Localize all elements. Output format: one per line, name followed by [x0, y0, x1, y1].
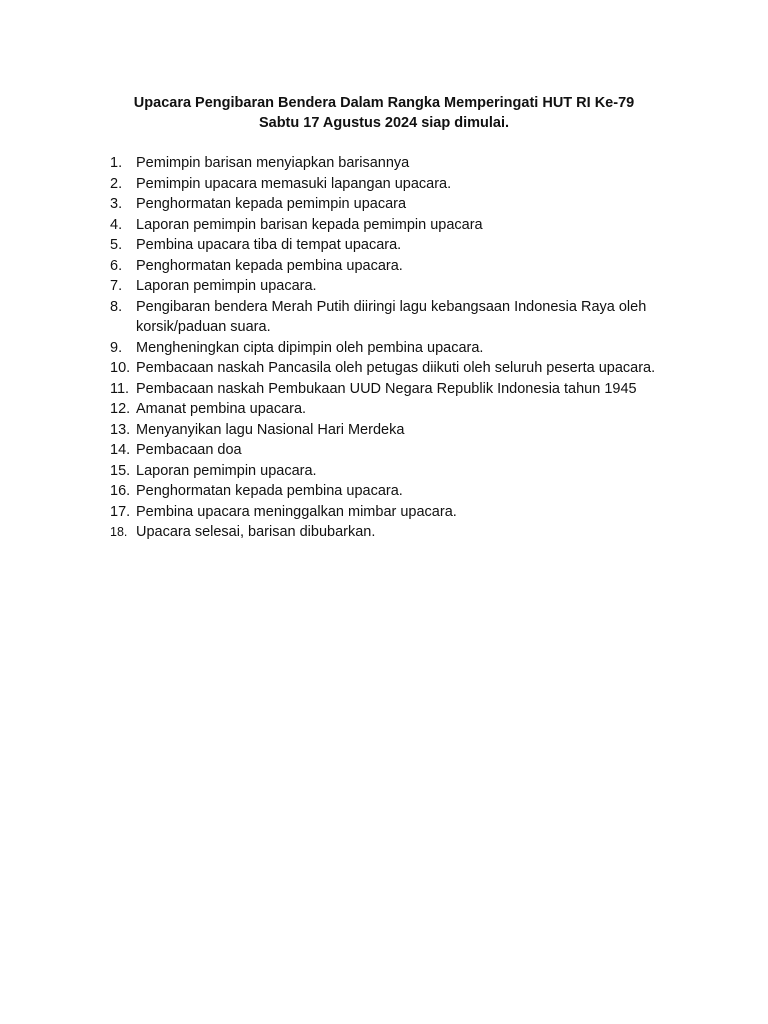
- list-item-text: Pembacaan doa: [136, 442, 242, 458]
- list-item-text: Pengibaran bendera Merah Putih diiringi lagu kebangsaan Indonesia Raya oleh korsik/paduan suara.: [136, 298, 647, 335]
- list-item: [110, 174, 690, 195]
- list-item: [110, 399, 690, 420]
- list-item: [110, 338, 690, 359]
- list-item-number: 5.: [110, 237, 123, 253]
- list-item: [110, 379, 690, 400]
- list-item-text: Penghormatan kepada pembina upacara.: [136, 257, 403, 274]
- list-item-text: Laporan pemimpin upacara.: [136, 278, 317, 294]
- list-item-text: Pembacaan naskah Pembukaan UUD Negara Republik Indonesia tahun 1945: [136, 380, 637, 397]
- list-item-number: 11.: [110, 380, 130, 397]
- list-item: [110, 215, 690, 236]
- list-item-number: 16.: [110, 483, 131, 499]
- list-item-text: Penghormatan kepada pemimpin upacara: [136, 196, 407, 212]
- list-item: [110, 481, 690, 502]
- list-item: [110, 420, 690, 441]
- list-item: [110, 502, 690, 523]
- title-line-2: Sabtu 17 Agustus 2024 siap dimulai.: [258, 115, 510, 131]
- list-item-text: Laporan pemimpin upacara.: [136, 462, 317, 479]
- list-item-number: 15.: [110, 462, 131, 479]
- list-item-text: Amanat pembina upacara.: [136, 401, 307, 417]
- list-item-number: 4.: [110, 216, 123, 233]
- list-item: [110, 235, 690, 256]
- list-item-number: 2.: [110, 175, 123, 192]
- list-item-text: Laporan pemimpin barisan kepada pemimpin upacara: [136, 216, 483, 233]
- list-item-text: Menyanyikan lagu Nasional Hari Merdeka: [136, 421, 405, 438]
- list-item-text: Pemimpin upacara memasuki lapangan upacara.: [136, 175, 452, 192]
- list-item-number: 1.: [110, 155, 123, 171]
- list-item-number: 3.: [110, 196, 123, 212]
- list-item-text: Penghormatan kepada pembina upacara.: [136, 483, 403, 499]
- ceremony-steps-list: [110, 153, 690, 543]
- list-item-number: 13.: [110, 421, 131, 438]
- list-item-text: Mengheningkan cipta dipimpin oleh pembina upacara.: [136, 339, 484, 356]
- list-item: [110, 461, 690, 482]
- list-item-number: 6.: [110, 257, 123, 274]
- list-item: [110, 256, 690, 277]
- list-item-text: Upacara selesai, barisan dibubarkan.: [136, 524, 376, 540]
- list-item-number: 8.: [110, 298, 123, 315]
- list-item: [110, 522, 690, 543]
- list-item-text: Pembina upacara tiba di tempat upacara.: [136, 237, 402, 253]
- list-item-number: 9.: [110, 339, 123, 356]
- title-line-1: Upacara Pengibaran Bendera Dalam Rangka Memperingati HUT RI Ke-79: [133, 95, 635, 111]
- list-item-text: Pemimpin barisan menyiapkan barisannya: [136, 155, 410, 171]
- list-item-number: 17.: [110, 503, 131, 520]
- list-item-text: Pembacaan naskah Pancasila oleh petugas diikuti oleh seluruh peserta upacara.: [136, 360, 656, 376]
- list-item: [110, 276, 690, 297]
- list-item-number: 12.: [110, 401, 131, 417]
- list-item-text: Pembina upacara meninggalkan mimbar upacara.: [136, 503, 457, 520]
- list-item: [110, 440, 690, 461]
- list-item: [110, 153, 690, 174]
- document-title: [0, 93, 768, 133]
- list-item: [110, 194, 690, 215]
- list-item-number: 18.: [110, 525, 128, 539]
- list-item: [110, 358, 690, 379]
- list-item-number: 14.: [110, 442, 131, 458]
- list-item-number: 10.: [110, 360, 131, 376]
- list-item: [110, 297, 690, 338]
- list-item-number: 7.: [110, 278, 123, 294]
